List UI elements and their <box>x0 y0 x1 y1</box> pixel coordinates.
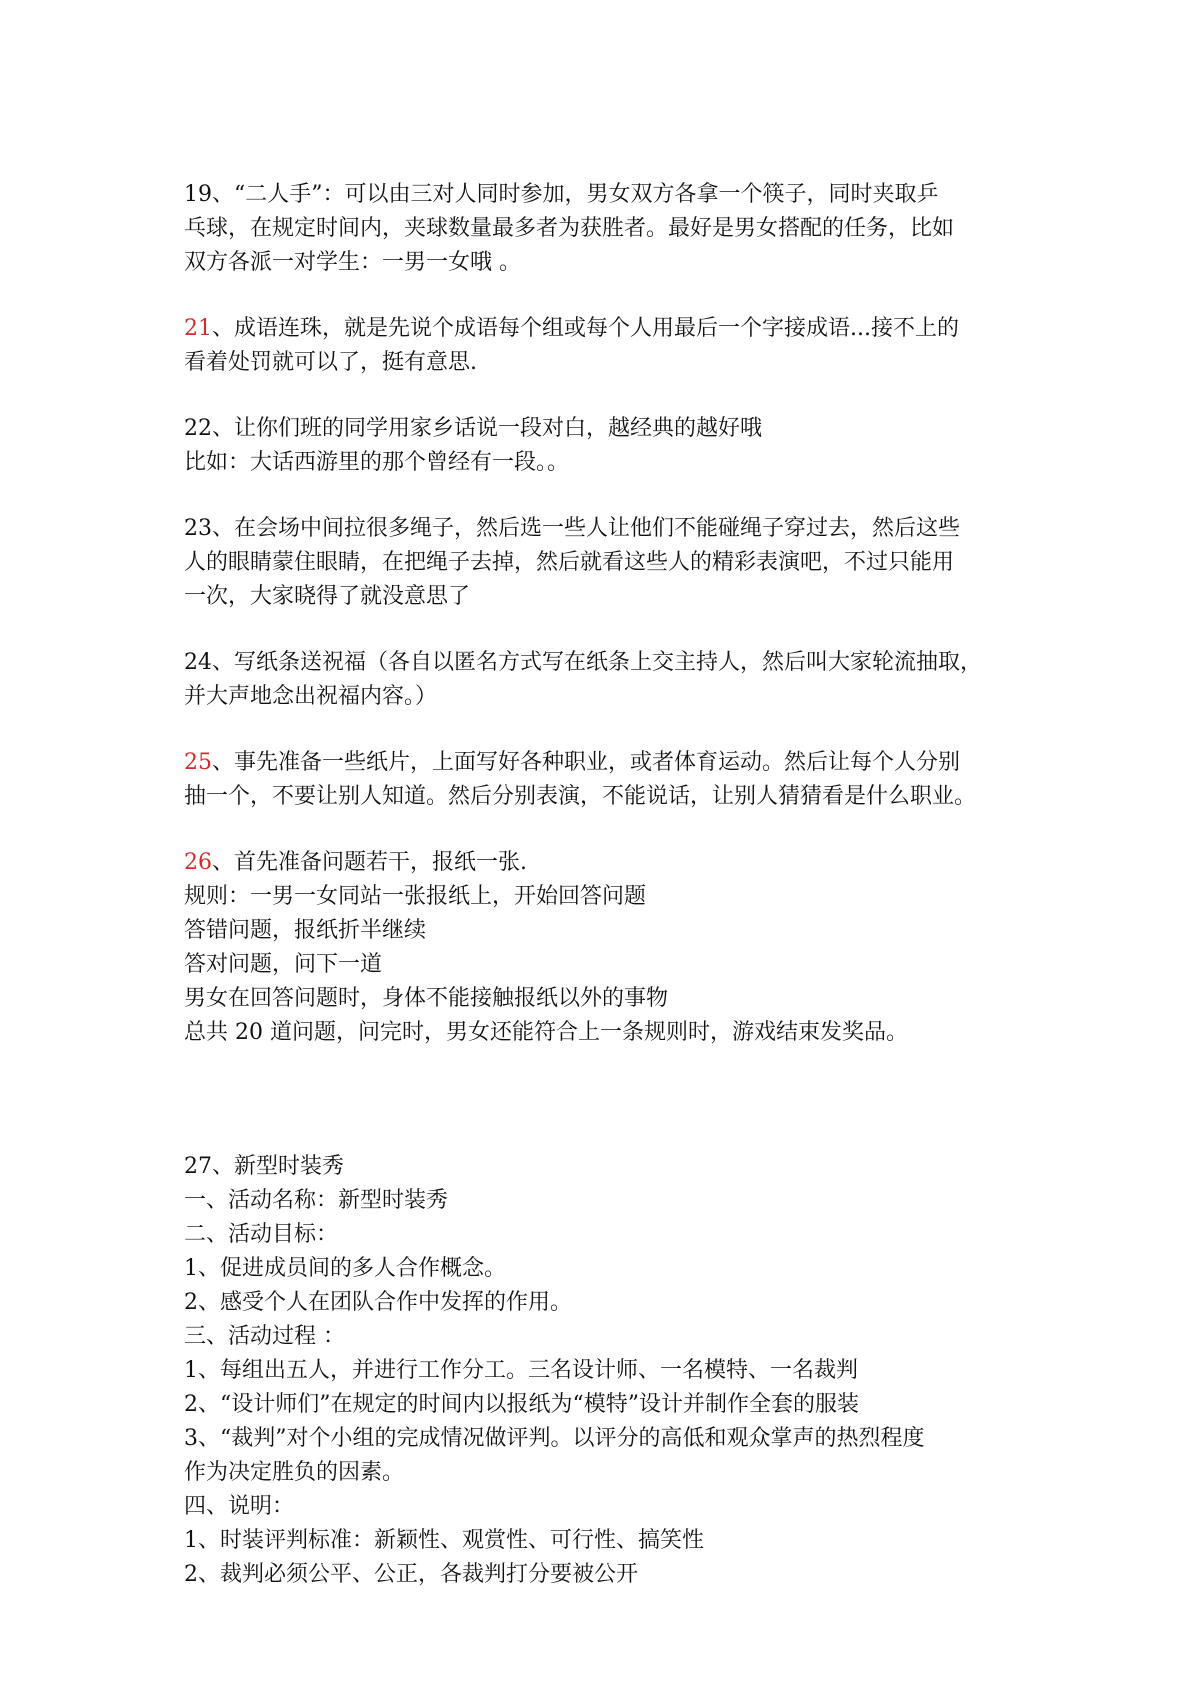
paragraph-spacer <box>184 280 1044 312</box>
item-24 <box>184 646 1044 714</box>
item-22-line: 比如：大话西游里的那个曾经有一段。。 <box>184 450 570 475</box>
item-text: 、成语连珠，就是先说个成语每个组或每个人用最后一个字接成语...接不上的 <box>212 316 959 341</box>
item-25-line <box>184 746 1044 780</box>
item-26-line: 规则：一男一女同站一张报纸上，开始回答问题 <box>184 884 647 909</box>
item-23-line: 一次，大家晓得了就没意思了 <box>184 584 471 609</box>
item-number: 24 <box>184 650 212 675</box>
section-27-line: 2、裁判必须公平、公正，各裁判打分要被公开 <box>184 1562 638 1587</box>
item-23 <box>184 512 1044 614</box>
item-24-line: 并大声地念出祝福内容。） <box>184 684 438 709</box>
item-number: 19 <box>184 182 212 207</box>
item-text: 、首先准备问题若干，报纸一张. <box>212 850 527 875</box>
section-27-line: 1、每组出五人，并进行工作分工。三名设计师、一名模特、一名裁判 <box>184 1358 858 1383</box>
item-19-line: 乓球，在规定时间内，夹球数量最多者为获胜者。最好是男女搭配的任务，比如 <box>184 216 955 241</box>
section-27-line: 一、活动名称：新型时装秀 <box>184 1188 449 1213</box>
section-27-line: 2、感受个人在团队合作中发挥的作用。 <box>184 1290 572 1315</box>
item-26 <box>184 846 1044 1050</box>
item-number: 26 <box>184 850 212 875</box>
item-26-line: 答对问题，问下一道 <box>184 952 383 977</box>
item-26-line: 答错问题，报纸折半继续 <box>184 918 427 943</box>
item-number: 23 <box>184 516 212 541</box>
item-19-line <box>184 178 1044 212</box>
item-22 <box>184 412 1044 480</box>
item-number: 22 <box>184 416 212 441</box>
section-27-line: 1、时装评判标准：新颖性、观赏性、可行性、搞笑性 <box>184 1528 704 1553</box>
item-19-line: 双方各派一对学生：一男一女哦 。 <box>184 250 521 275</box>
section-27-fashion-show <box>184 1150 1044 1592</box>
paragraph-spacer <box>184 614 1044 646</box>
section-27-line: 1、促进成员间的多人合作概念。 <box>184 1256 506 1281</box>
item-23-line: 人的眼睛蒙住眼睛，在把绳子去掉，然后就看这些人的精彩表演吧，不过只能用 <box>184 550 955 575</box>
item-text: 、写纸条送祝福（各自以匿名方式写在纸条上交主持人，然后叫大家轮流抽取， <box>212 650 983 675</box>
paragraph-spacer <box>184 814 1044 846</box>
section-27-line: 2、“设计师们”在规定的时间内以报纸为“模特”设计并制作全套的服装 <box>184 1392 859 1417</box>
section-27-line: 3、“裁判”对个小组的完成情况做评判。以评分的高低和观众掌声的热烈程度 <box>184 1426 925 1451</box>
item-26-line: 男女在回答问题时，身体不能接触报纸以外的事物 <box>184 986 669 1011</box>
item-24-line <box>184 646 1044 680</box>
item-text: 、“二人手”：可以由三对人同时参加，男女双方各拿一个筷子，同时夹取乒 <box>212 182 939 207</box>
document-page <box>184 178 1044 1592</box>
section-27-line: 四、说明： <box>184 1494 295 1519</box>
section-27-line: 三、活动过程 ： <box>184 1324 345 1349</box>
item-21 <box>184 312 1044 380</box>
paragraph-spacer <box>184 1050 1044 1150</box>
item-25-line: 抽一个，不要让别人知道。然后分别表演，不能说话，让别人猜猜看是什么职业。 <box>184 784 977 809</box>
item-23-line <box>184 512 1044 546</box>
item-22-line <box>184 412 1044 446</box>
item-number: 21 <box>184 316 212 341</box>
paragraph-spacer <box>184 480 1044 512</box>
item-number: 25 <box>184 750 212 775</box>
item-21-line: 看着处罚就可以了，挺有意思. <box>184 350 477 375</box>
item-21-line <box>184 312 1044 346</box>
section-27-line: 二、活动目标： <box>184 1222 339 1247</box>
item-25 <box>184 746 1044 814</box>
item-19 <box>184 178 1044 280</box>
item-text: 、事先准备一些纸片，上面写好各种职业，或者体育运动。然后让每个人分别 <box>212 750 961 775</box>
section-27-line: 27、新型时装秀 <box>184 1154 344 1179</box>
paragraph-spacer <box>184 380 1044 412</box>
item-text: 、让你们班的同学用家乡话说一段对白，越经典的越好哦 <box>212 416 763 441</box>
item-26-line <box>184 846 1044 880</box>
item-26-line: 总共 20 道问题，问完时，男女还能符合上一条规则时，游戏结束发奖品。 <box>184 1020 908 1045</box>
section-27-line: 作为决定胜负的因素。 <box>184 1460 405 1485</box>
paragraph-spacer <box>184 714 1044 746</box>
item-text: 、在会场中间拉很多绳子，然后选一些人让他们不能碰绳子穿过去，然后这些 <box>212 516 961 541</box>
